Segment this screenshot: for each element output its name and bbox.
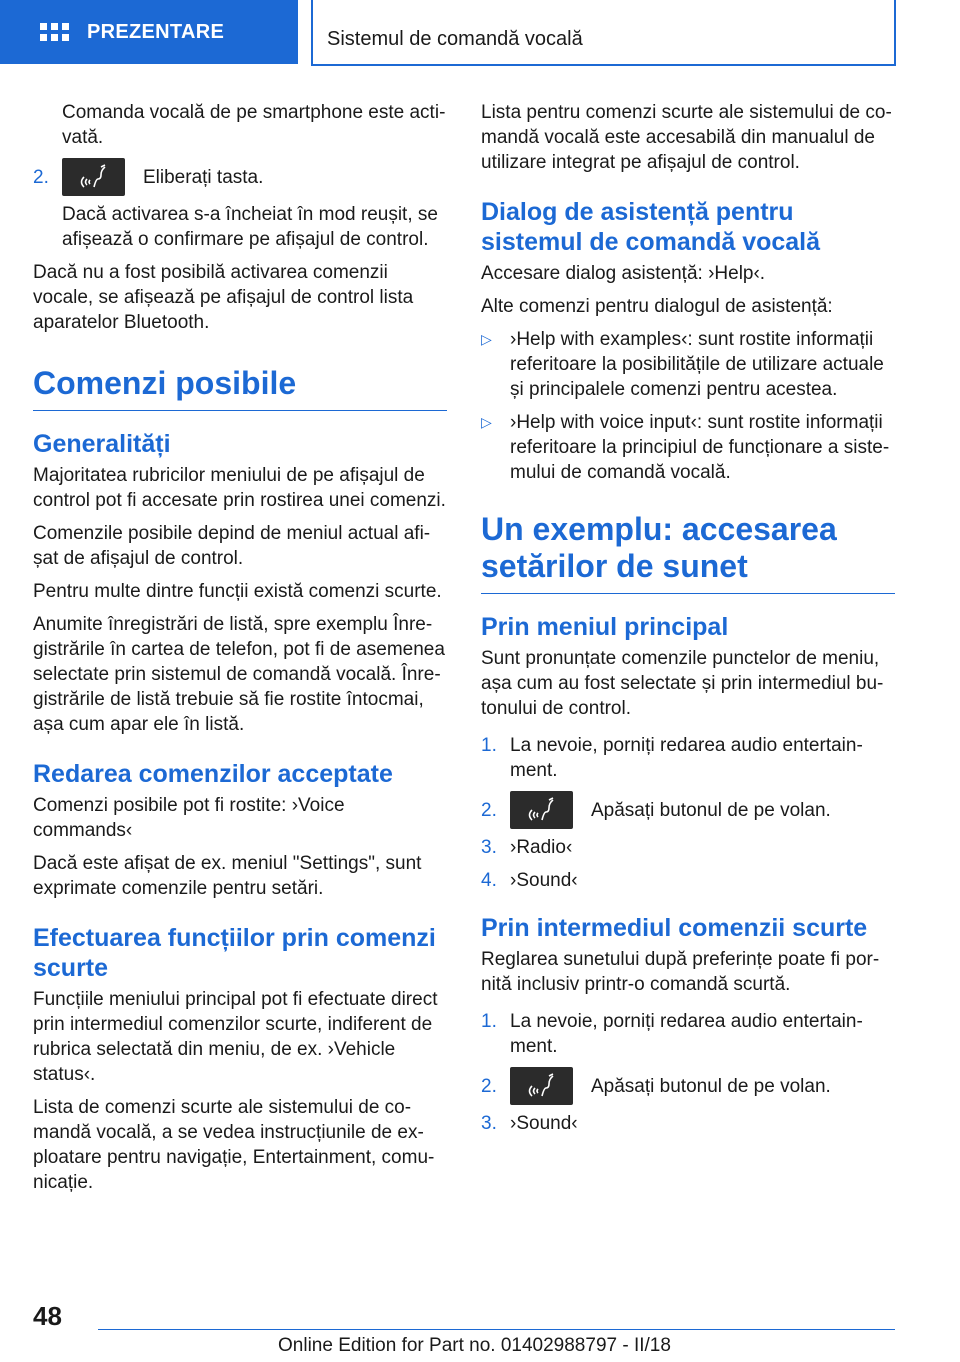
section-title: Sistemul de comandă vocală [327, 28, 583, 50]
step-text: ›Radio‹ [510, 837, 573, 858]
paragraph-gen-3: Pentru multe dintre funcții există comenzi scurte. [33, 581, 442, 602]
heading-redarea: Redarea comenzilor acceptate [33, 760, 393, 788]
step-number: 4. [481, 870, 497, 891]
bullet-text: ›Help with examples‹: sunt rostite informații referitoare la posibilitățile de utilizare actuale și principalele comenzi pentru acestea. [510, 329, 884, 400]
heading-generalitati: Generalități [33, 430, 171, 458]
triangle-bullet-icon: ▷ [481, 331, 492, 347]
step-a-4 [481, 868, 895, 893]
voice-command-button-icon [62, 158, 125, 196]
step-b-1 [481, 1009, 895, 1059]
heading-comenzi-scurte: Prin intermediul comenzii scurte [481, 914, 868, 942]
left-column [33, 100, 447, 1203]
step-text: La nevoie, porniți redarea audio entertainment. [510, 735, 863, 781]
header-title-box [311, 0, 896, 66]
right-column [481, 100, 895, 1144]
step-2-release [33, 158, 447, 196]
step-number: 1. [481, 735, 497, 756]
step-a-2 [481, 791, 895, 829]
step-text: Eliberați tasta. [143, 166, 264, 188]
paragraph-dialog-1: Accesare dialog asistență: ›Help‹. [481, 263, 766, 284]
heading-comenzi-posibile: Comenzi posibile [33, 365, 447, 411]
step-text: ›Sound‹ [510, 1113, 578, 1134]
paragraph-gen-1: Majoritatea rubricilor meniului de pe afișajul de control pot fi accesate prin rostirea unei comenzi. [33, 465, 446, 511]
paragraph-ef-1: Funcțiile meniului principal pot fi efectuate direct prin intermediul comenzilor scurte, indiferent de rubrica selectată din meniu, de ex. ›Vehicle status‹. [33, 989, 438, 1085]
paragraph-dialog-2: Alte comenzi pentru dialogul de asistență: [481, 296, 833, 317]
paragraph-ef-2: Lista de comenzi scurte ale sistemului de comandă vocală, a se vedea instrucțiunile de exploatare pentru navigație, Entertainment, comunicație. [33, 1097, 435, 1193]
step-b-2 [481, 1067, 895, 1105]
step-number: 1. [481, 1011, 497, 1032]
header-tab-label: PREZENTARE [87, 20, 225, 43]
paragraph-confirmation: Dacă activarea s-a încheiat în mod reușit, se afișează o confirmare pe afișajul de control. [62, 204, 438, 250]
step-a-3 [481, 835, 895, 860]
paragraph-gen-4: Anumite înregistrări de listă, spre exemplu Înregistrările în cartea de telefon, pot fi de asemenea selectate prin sistemul de comandă vocală. Înregistrările de listă trebuie să fie rostite întocmai, așa cum apar ele în listă. [33, 614, 445, 735]
step-number: 2. [481, 799, 497, 821]
step-number: 2. [33, 166, 49, 188]
triangle-bullet-icon: ▷ [481, 414, 492, 430]
voice-command-button-icon [510, 1067, 573, 1105]
heading-efectuarea: Efectuarea funcțiilor prin comenzi scurte [33, 924, 436, 982]
step-a-1 [481, 733, 895, 783]
heading-exemplu: Un exemplu: accesarea setărilor de sunet [481, 511, 895, 594]
step-text: ›Sound‹ [510, 870, 578, 891]
heading-meniu-principal: Prin meniul principal [481, 613, 729, 641]
paragraph-scurte: Reglarea sunetului după preferințe poate fi pornită inclusiv printr-o comandă scurtă. [481, 949, 880, 995]
step-text: Apăsați butonul de pe volan. [591, 799, 831, 821]
step-number: 3. [481, 1113, 497, 1134]
paragraph-lista: Lista pentru comenzi scurte ale sistemului de comandă vocală este accesabilă din manualul de utilizare integrat pe afișajul de control. [481, 102, 892, 173]
step-text: Apăsați butonul de pe volan. [591, 1075, 831, 1097]
paragraph-red-2: Dacă este afișat de ex. meniul "Settings", sunt exprimate comenzile pentru setări. [33, 853, 422, 899]
paragraph-gen-2: Comenzile posibile depind de meniul actual afișat de afișajul de control. [33, 523, 431, 569]
paragraph-smartphone: Comanda vocală de pe smartphone este activată. [62, 102, 446, 148]
step-b-3 [481, 1111, 895, 1136]
header-tab-prezentare[interactable] [0, 0, 298, 64]
voice-command-button-icon [510, 791, 573, 829]
grid-menu-icon [40, 23, 69, 41]
step-number: 3. [481, 837, 497, 858]
list-item [481, 410, 895, 485]
page-number: 48 [33, 1301, 62, 1331]
list-item [481, 327, 895, 402]
bullet-text: ›Help with voice input‹: sunt rostite informații referitoare la principiul de funcționare a sistemului de comandă vocală. [510, 412, 890, 483]
paragraph-meniu: Sunt pronunțate comenzile punctelor de meniu, așa cum au fost selectate și prin intermediul butonului de control. [481, 648, 884, 719]
heading-dialog: Dialog de asistență pentru sistemul de comandă vocală [481, 198, 821, 256]
paragraph-red-1: Comenzi posibile pot fi rostite: ›Voice commands‹ [33, 795, 345, 841]
step-number: 2. [481, 1075, 497, 1097]
step-text: La nevoie, porniți redarea audio entertainment. [510, 1011, 863, 1057]
footer-edition: Online Edition for Part no. 01402988797 - II/18 [278, 1335, 671, 1356]
footer-divider [98, 1329, 895, 1330]
paragraph-bluetooth: Dacă nu a fost posibilă activarea comenzii vocale, se afișează pe afișajul de control lista aparatelor Bluetooth. [33, 262, 414, 333]
